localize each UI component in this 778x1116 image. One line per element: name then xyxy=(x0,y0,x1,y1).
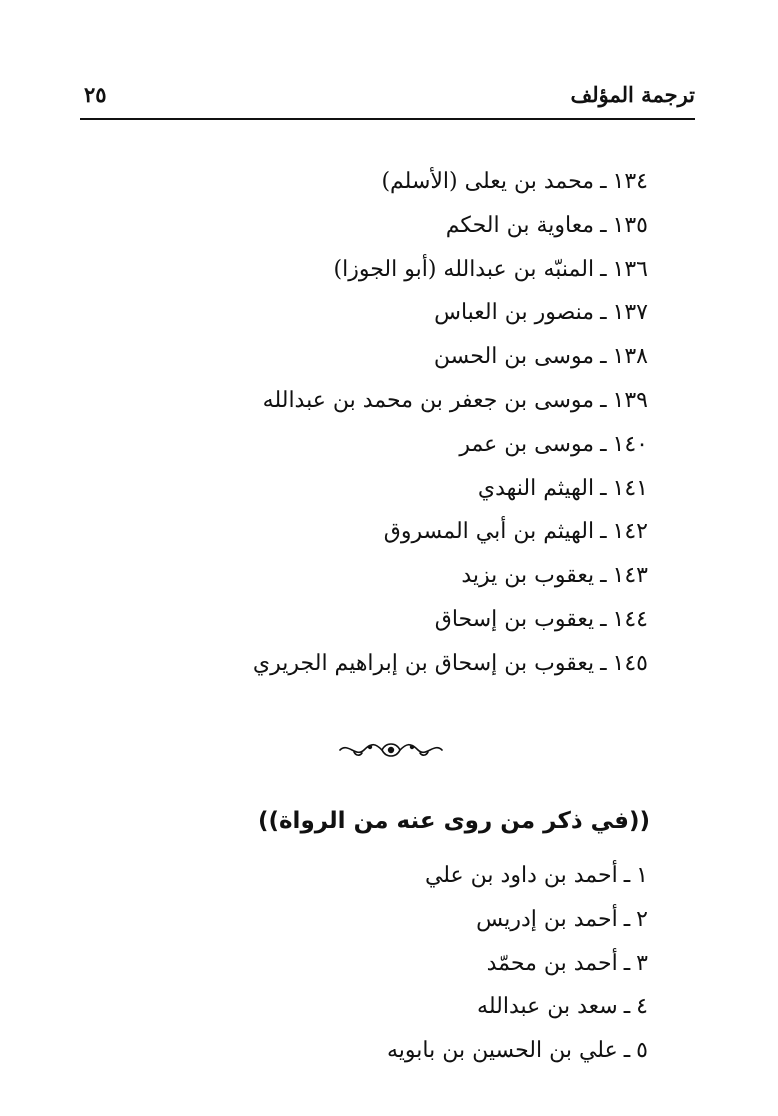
transmitters-list xyxy=(387,854,648,1073)
entry-name: أحمد بن محمّد xyxy=(486,950,618,976)
entry-separator: ـ xyxy=(600,256,607,282)
entry-separator: ـ xyxy=(600,650,607,676)
list-item xyxy=(253,335,648,379)
entry-number: ١٤٣ xyxy=(612,563,648,589)
entry-separator: ـ xyxy=(600,344,607,370)
entry-number: ١٤٥ xyxy=(612,650,648,676)
list-item xyxy=(253,598,648,642)
entry-name: أحمد بن إدريس xyxy=(476,906,618,932)
list-item xyxy=(253,379,648,423)
list-item xyxy=(253,642,648,686)
section-heading: ((في ذكر من روى عنه من الرواة)) xyxy=(257,808,650,834)
entry-separator: ـ xyxy=(623,906,631,932)
list-item xyxy=(253,423,648,467)
list-item xyxy=(387,942,648,986)
entry-separator: ـ xyxy=(600,563,607,589)
entry-number: ١٣٤ xyxy=(612,169,648,194)
entry-separator: ـ xyxy=(623,994,631,1020)
list-item xyxy=(387,985,648,1029)
entry-separator: ـ xyxy=(600,169,607,194)
entry-separator: ـ xyxy=(600,212,607,238)
entry-separator: ـ xyxy=(600,519,607,545)
entry-name: يعقوب بن إسحاق xyxy=(434,606,595,632)
entry-name: يعقوب بن يزيد xyxy=(461,563,595,589)
entry-name: موسى بن الحسن xyxy=(433,344,595,370)
narrators-list xyxy=(253,160,648,686)
entry-number: ١٤٤ xyxy=(612,606,648,632)
entry-name: سعد بن عبدالله xyxy=(477,994,618,1020)
entry-number: ١٣٦ xyxy=(612,256,648,282)
header-title: ترجمة المؤلف xyxy=(570,82,695,107)
entry-name: المنبّه بن عبدالله (أبو الجوزا) xyxy=(333,256,595,282)
entry-number: ٥ xyxy=(636,1038,648,1064)
list-item xyxy=(387,898,648,942)
entry-name: يعقوب بن إسحاق بن إبراهيم الجريري xyxy=(252,650,595,676)
entry-number: ١٣٧ xyxy=(612,300,648,326)
list-item xyxy=(253,467,648,511)
entry-name: أحمد بن داود بن علي xyxy=(424,863,618,888)
entry-separator: ـ xyxy=(600,300,607,326)
list-item xyxy=(253,204,648,248)
entry-name: معاوية بن الحكم xyxy=(445,212,595,238)
entry-number: ١٣٨ xyxy=(612,344,648,370)
entry-separator: ـ xyxy=(600,475,607,501)
entry-number: ١ xyxy=(636,863,648,888)
list-item xyxy=(387,1029,648,1073)
entry-name: محمد بن يعلى (الأسلم) xyxy=(381,169,595,194)
list-item xyxy=(253,248,648,292)
entry-separator: ـ xyxy=(600,387,607,413)
entry-number: ٣ xyxy=(636,950,648,976)
page-number: ٢٥ xyxy=(84,82,107,107)
entry-number: ١٣٥ xyxy=(612,212,648,238)
entry-number: ١٤٢ xyxy=(612,519,648,545)
header-rule xyxy=(80,118,695,120)
list-item xyxy=(253,554,648,598)
list-item xyxy=(253,291,648,335)
ornament-divider-icon xyxy=(336,738,446,762)
entry-separator: ـ xyxy=(600,606,607,632)
entry-separator: ـ xyxy=(600,431,607,457)
list-item xyxy=(253,160,648,204)
entry-separator: ـ xyxy=(623,1038,631,1064)
list-item xyxy=(253,510,648,554)
entry-name: الهيثم النهدي xyxy=(477,475,595,501)
list-item xyxy=(387,854,648,898)
running-header xyxy=(80,78,695,116)
entry-name: منصور بن العباس xyxy=(434,300,595,326)
entry-name: موسى بن عمر xyxy=(459,431,595,457)
entry-separator: ـ xyxy=(623,863,631,888)
entry-number: ١٣٩ xyxy=(612,387,648,413)
entry-number: ١٤٠ xyxy=(612,431,648,457)
entry-name: الهيثم بن أبي المسروق xyxy=(383,519,595,545)
entry-name: موسى بن جعفر بن محمد بن عبدالله xyxy=(262,387,595,413)
entry-number: ٢ xyxy=(636,906,648,932)
entry-number: ٤ xyxy=(636,994,648,1020)
entry-number: ١٤١ xyxy=(612,475,648,501)
entry-name: علي بن الحسين بن بابويه xyxy=(386,1038,618,1064)
entry-separator: ـ xyxy=(623,950,631,976)
